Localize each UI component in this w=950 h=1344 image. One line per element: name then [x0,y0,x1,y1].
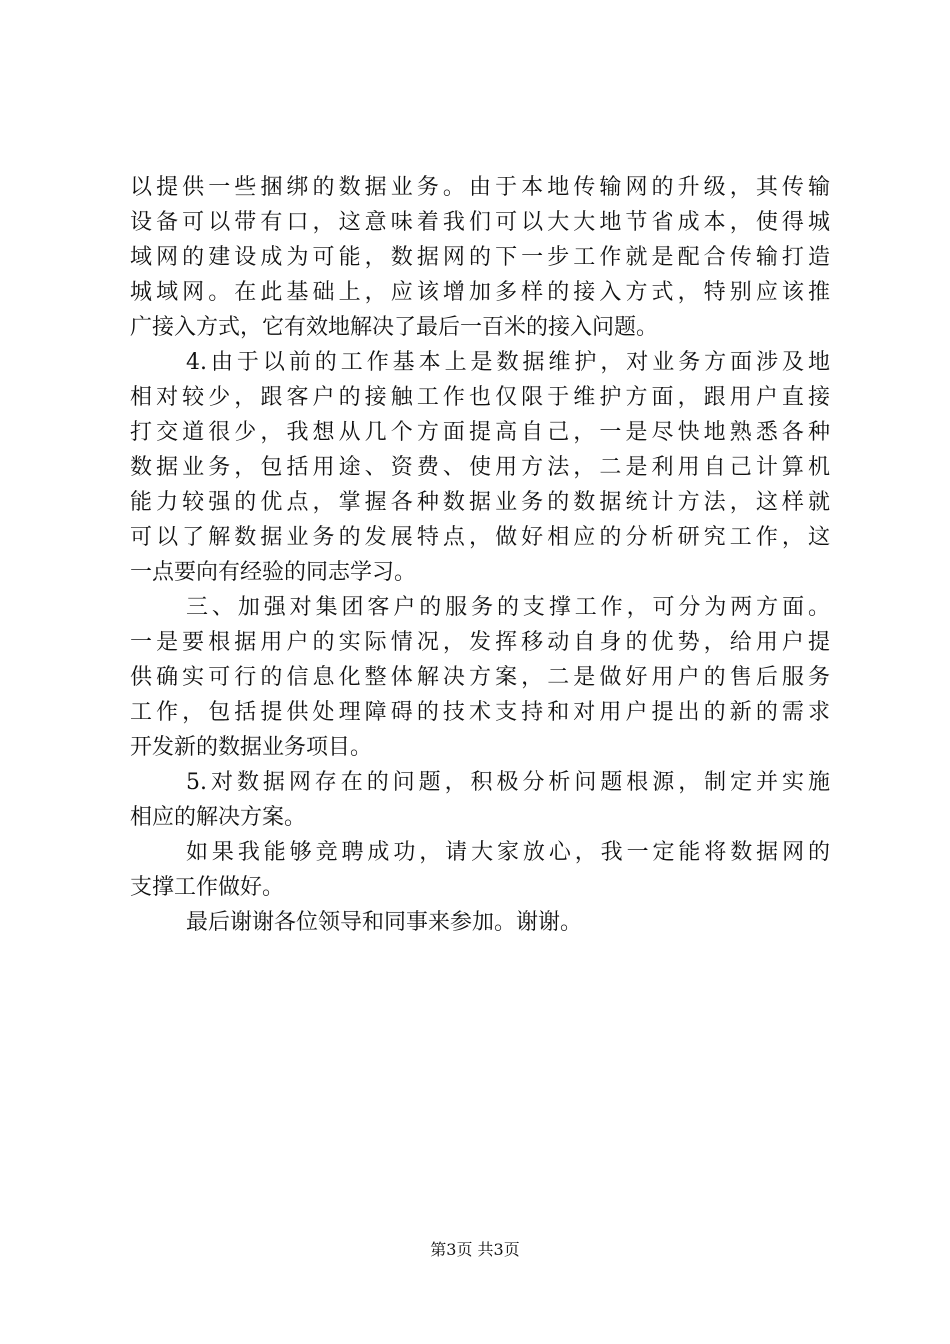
text-line: 4.由于以前的工作基本上是数据维护，对业务方面涉及地 [186,350,830,375]
paragraph [130,345,830,590]
text-line: 数据业务，包括用途、资费、使用方法，二是利用自己计算机 [130,455,830,480]
text-line: 如果我能够竞聘成功，请大家放心，我一定能将数据网的 [186,840,830,865]
text-line: 打交道很少，我想从几个方面提高自己，一是尽快地熟悉各种 [130,420,830,445]
text-line: 5.对数据网存在的问题，积极分析问题根源，制定并实施 [186,770,830,795]
text-line: 以提供一些捆绑的数据业务。由于本地传输网的升级，其传输 [130,175,830,200]
text-line: 供确实可行的信息化整体解决方案，二是做好用户的售后服务 [130,665,830,690]
text-line: 能力较强的优点，掌握各种数据业务的数据统计方法，这样就 [130,490,830,515]
text-line: 相对较少，跟客户的接触工作也仅限于维护方面，跟用户直接 [130,385,830,410]
text-line: 开发新的数据业务项目。 [130,735,373,760]
text-line: 一是要根据用户的实际情况，发挥移动自身的优势，给用户提 [130,630,830,655]
document-body [130,170,830,940]
paragraph [130,170,830,345]
text-line: 域网的建设成为可能，数据网的下一步工作就是配合传输打造 [130,245,830,270]
paragraph [130,765,830,835]
text-line: 可以了解数据业务的发展特点，做好相应的分析研究工作，这 [130,525,830,550]
page-footer: 第3页 共3页 [430,1240,520,1259]
text-line: 三、加强对集团客户的服务的支撑工作，可分为两方面。 [186,595,830,620]
text-line: 最后谢谢各位领导和同事来参加。谢谢。 [186,910,583,935]
text-line: 支撑工作做好。 [130,875,285,900]
text-line: 一点要向有经验的同志学习。 [130,560,417,585]
paragraph [130,835,830,905]
text-line: 设备可以带有口，这意味着我们可以大大地节省成本，使得城 [130,210,830,235]
text-line: 广接入方式，它有效地解决了最后一百米的接入问题。 [130,315,659,340]
text-line: 相应的解决方案。 [130,805,307,830]
paragraph [130,905,830,940]
paragraph [130,590,830,765]
text-line: 城域网。在此基础上，应该增加多样的接入方式，特别应该推 [130,280,830,305]
text-line: 工作，包括提供处理障碍的技术支持和对用户提出的新的需求 [130,700,830,725]
